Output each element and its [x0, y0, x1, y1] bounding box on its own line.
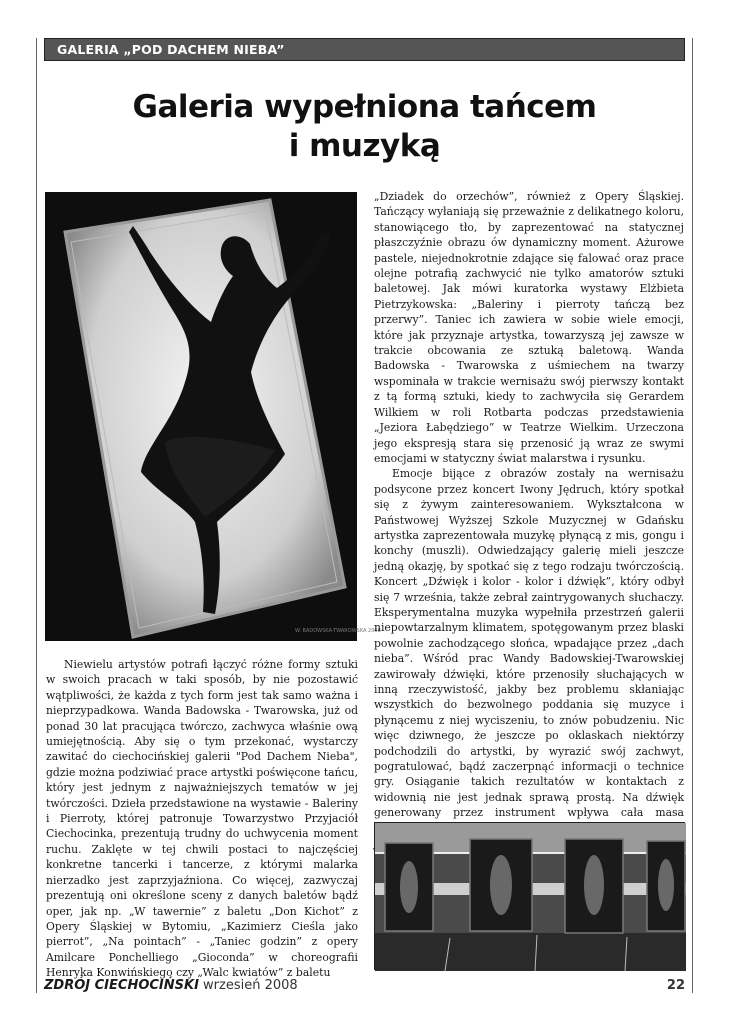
magazine-name: ZDRÓJ CIECHOCIŃSKI — [44, 978, 199, 993]
article-column-left — [46, 657, 358, 981]
svg-text:W. BADOWSKA-TWAROWSKA 2008: W. BADOWSKA-TWAROWSKA 2008 — [295, 628, 381, 634]
dancer-painting-icon — [45, 192, 381, 641]
article-paragraph: „Dziadek do orzechów”, również z Opery Śląskiej. Tańczący wyłaniają się przeważnie z delikatnego koloru, stanowiącego tło, by zaprezentować na statycznej płaszczyźnie obrazu ów dynamiczny moment. Ażurowe pastele, niejednokrotnie zdające się falować oraz prace olejne potrafią zachwycić nie tylko amatorów sztuki baletowej. Jak mówi kuratorka wystawy Elżbieta Pietrzykowska: „Baleriny i pierroty tańczą bez przerwy”. Taniec ich zawiera w sobie wiele emocji, które jak przyznaje artystka, towarzyszą jej zawsze w trakcie obcowania ze sztuką baletową. Wanda Badowska - Twarowska z uśmiechem na twarzy wspominała w trakcie wernisażu swój pierwszy kontakt z tą formą sztuki, kiedy to zachwyciła się Gerardem Wilkiem w roli Rotbarta podczas przedstawienia „Jeziora Łabędziego” w Teatrze Wielkim. Urzeczona jego ekspresją stara się przenosić ją wraz ze swymi emocjami w statyczny świat malarstwa i rysunku. — [374, 190, 684, 465]
frame-line-right — [692, 38, 693, 993]
section-header — [44, 38, 685, 61]
article-title-line2: i muzyką — [288, 128, 441, 164]
article-column-right — [374, 189, 684, 851]
page-number: 22 — [666, 978, 685, 993]
article-paragraph: Emocje bijące z obrazów zostały na wernisażu podsycone przez koncert Iwony Jędruch, który spotkał się z żywym zainteresowaniem. Wykształcona w Państwowej Wyższej Szkole Muzycznej w Gdańsku artystka zaprezentowała muzykę płynącą z mis, gongu i konchy (muszli). Odwiedzający galerię mieli jeszcze jedną okazję, by spotkać się z tego rodzaju twórczością. Koncert „Dźwięk i kolor - kolor i dźwięk”, który odbył się 7 września, także zebrał zaintrygowanych słuchaczy. Eksperymentalna muzyka wypełniła przestrzeń galerii niepowtarzalnym klimatem, spotęgowanym przez blaski powolnie zachodzącego słońca, wpadające przez „dach nieba”. Wśród prac Wandy Badowskiej-Twarowskiej zawirowały dźwięki, które przenosiły słuchających w inną rzeczywistość, jakby bez problemu skłaniając wszystkich do bezwolnego poddania się muzyce i płynącemu z niej wyciszeniu, to znów pobudzeniu. Nic więc dziwnego, że jeszcze po oklaskach niektórzy podchodzili do artystki, by wyrazić swój zachwyt, pogratulować, bądź zaczerpnąć informacji o technice gry. Osiąganie takich rezultatów w kontaktach z widownią nie jest jednak sprawą prostą. Na dźwięk generowany przez instrument wpływa cała masa — [374, 467, 684, 820]
article-title-line1: Galeria wypełniona tańcem — [132, 89, 597, 125]
gallery-photo-icon — [374, 822, 685, 970]
issue-date: wrzesień 2008 — [203, 978, 298, 993]
page-footer — [44, 975, 685, 997]
article-title — [44, 88, 685, 166]
frame-line-left — [36, 38, 37, 993]
section-header-label: GALERIA „POD DACHEM NIEBA” — [57, 42, 285, 57]
article-paragraph: Niewielu artystów potrafi łączyć różne formy sztuki w swoich pracach w taki sposób, by nie pozostawić wątpliwości, że każda z tych form jest tak samo ważna i nieprzypadkowa. Wanda Badowska - Twarowska, już od ponad 30 lat pracująca twórczo, zachwyca właśnie ową umiejętnością. Aby się o tym przekonać, wystarczy zawitać do ciechocińskiej galerii "Pod Dachem Nieba", gdzie można podziwiać prace artystki poświęcone tańcu, który jest jednym z najważniejszych tematów w jej twórczości. Dzieła przedstawione na wystawie - Baleriny i Pierroty, której patronuje Towarzystwo Przyjaciół Ciechocinka, prezentują trudny do uchwycenia moment ruchu. Zaklęte w tej chwili postaci to najczęściej konkretne tancerki i tancerze, z którymi malarka nierzadko jest zaprzyjaźniona. Co więcej, zazwyczaj prezentują oni określone sceny z danych baletów bądź oper, jak np. „W tawernie” z baletu „Don Kichot” z Opery Śląskiej w Bytomiu, „Kazimierz Cieśla jako pierrot”, „Na pointach” - „Taniec godzin” z opery Amilcare Ponchelliego „Gioconda” w choreografii Henryka Konwińskiego czy „Walc kwiatów” z baletu — [46, 658, 358, 980]
